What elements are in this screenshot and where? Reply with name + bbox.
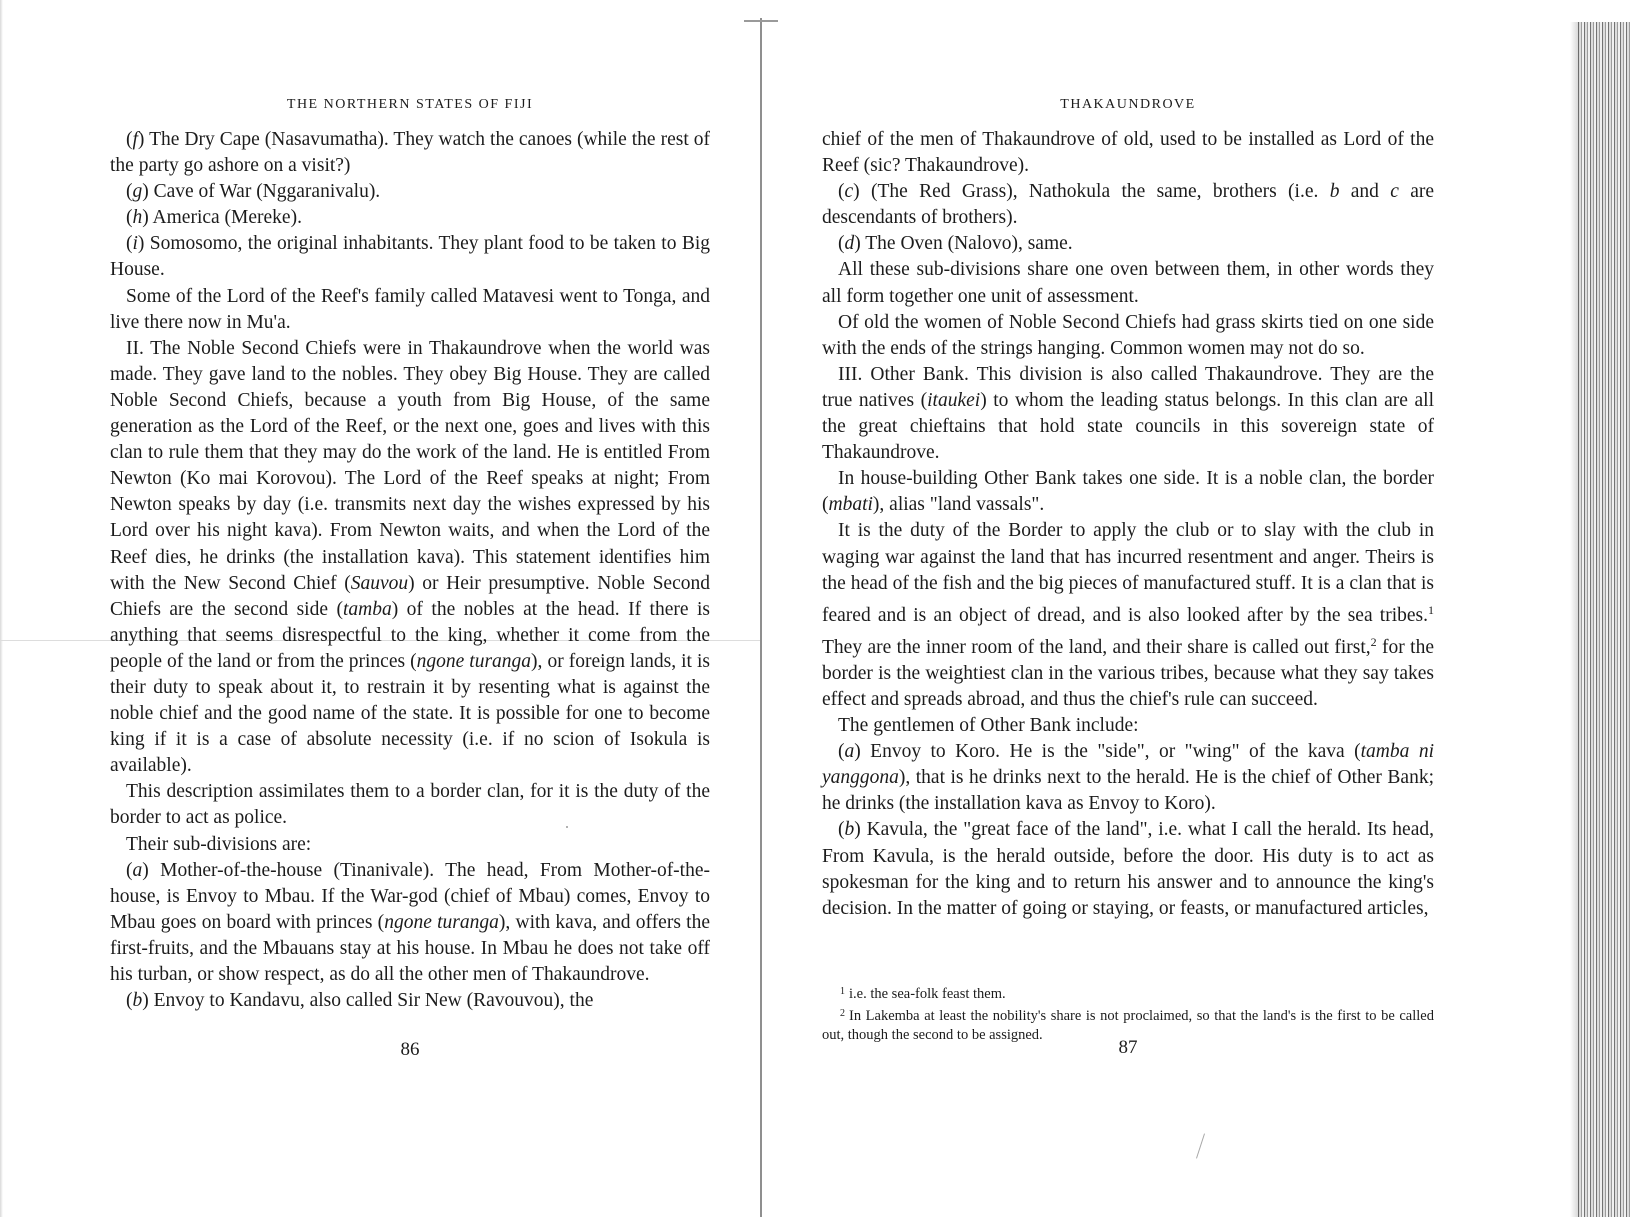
footnotes [822, 982, 1434, 1045]
gutter-mark [744, 20, 778, 22]
footnote [822, 982, 1434, 1004]
paragraph: (b) Kavula, the "great face of the land", i.e. what I call the herald. Its head, From Kavula, is the herald outside, before the door. His duty is to act as spokesman for the king and to return his answer and to announce the king's decision. In the matter of going or staying, or feasts, or manufactured articles, [822, 819, 1434, 919]
right-running-head: THAKAUNDROVE [1060, 97, 1196, 112]
left-page-edge [0, 0, 3, 1217]
paragraph: All these sub-divisions share one oven between them, in other words they all form together one unit of assessment. [822, 259, 1434, 307]
paragraph: (g) Cave of War (Nggaranivalu). [126, 181, 381, 203]
paragraph: This description assimilates them to a border clan, for it is the duty of the border to act as police. [110, 781, 710, 829]
right-body-text [822, 127, 1434, 922]
paragraph: (i) Somosomo, the original inhabitants. They plant food to be taken to Big House. [110, 233, 710, 281]
left-running-head: THE NORTHERN STATES OF FIJI [286, 97, 534, 112]
footnote-mark: 2 [840, 1008, 845, 1019]
paragraph: (a) Envoy to Koro. He is the "side", or "wing" of the kava (tamba ni yanggona), that is he drinks next to the herald. He is the chief of Other Bank; he drinks (the installation kava as Envoy to Koro). [822, 741, 1434, 815]
paragraph: The gentlemen of Other Bank include: [838, 715, 1139, 737]
paragraph: (f) The Dry Cape (Nasavumatha). They watch the canoes (while the rest of the party go ashore on a visit?) [110, 129, 710, 177]
paragraph: In house-building Other Bank takes one side. It is a noble clan, the border (mbati), alias "land vassals". [822, 468, 1434, 516]
left-body-text [110, 127, 710, 1014]
paragraph: III. Other Bank. This division is also called Thakaundrove. They are the true natives (itaukei) to whom the leading status belongs. In this clan are all the great chieftains that hold state councils in this sovereign state of Thakaundrove. [822, 363, 1434, 464]
right-page-number: 87 [1118, 1037, 1138, 1058]
paragraph: (c) (The Red Grass), Nathokula the same, brothers (i.e. b and c are descendants of brothers). [822, 181, 1435, 229]
paragraph: chief of the men of Thakaundrove of old, used to be installed as Lord of the Reef (sic? Thakaundrove). [822, 129, 1434, 177]
footnote-text: In Lakemba at least the nobility's share is not proclaimed, so that the land's is the first to be called out, though the second to be assigned. [822, 1008, 1434, 1043]
paragraph: Some of the Lord of the Reef's family called Matavesi went to Tonga, and live there now in Mu'a. [110, 285, 710, 333]
paragraph: (d) The Oven (Nalovo), same. [838, 233, 1073, 255]
pencil-mark [1196, 1133, 1205, 1158]
footnote-mark: 1 [840, 986, 845, 997]
paragraph: (h) America (Mereke). [126, 207, 302, 229]
paragraph: (b) Envoy to Kandavu, also called Sir New (Ravouvou), the [126, 990, 594, 1012]
paragraph: II. The Noble Second Chiefs were in Thakaundrove when the world was made. They gave land to the nobles. They obey Big House. They are called Noble Second Chiefs, because a youth from Big House, of the same generation as the Lord of the Reef, or the next one, goes and lives with this clan to rule them that they may do the work of the land. He is entitled From Newton (Ko mai Korovou). The Lord of the Reef speaks at night; From Newton speaks by day (i.e. transmits next day the wishes expressed by his Lord over his night kava). From Newton waits, and when the Lord of the Reef dies, he drinks (the installation kava). This statement identifies him with the New Second Chief (Sauvou) or Heir presumptive. Noble Second Chiefs are the second side (tamba) of the nobles at the head. If there is anything that seems disrespectful to the king, whether it come from the people of the land or from the princes (ngone turanga), or foreign lands, it is their duty to speak about it, to restrain it by resenting what is against the noble chief and the good name of the state. It is possible for one to become king if it is a case of absolute necessity (i.e. if no scion of Isokula is available). [110, 337, 710, 777]
paragraph: It is the duty of the Border to apply the club or to slay with the club in waging war against the land that has incurred resentment and anger. Theirs is the head of the fish and the big pieces of manufactured stuff. It is a clan that is feared and is an object of dread, and is also looked after by the sea tribes.$^1$ They are the inner room of the land, and their share is called out first,$^2$ for the border is the weightiest clan in the various tribes, because what they say takes effect and spreads abroad, and thus the chief's rule can succeed. [822, 520, 1434, 710]
paragraph: Their sub-divisions are: [126, 833, 312, 855]
book-gutter [760, 18, 762, 1217]
left-page-number: 86 [400, 1039, 420, 1060]
page-stack-edge [1578, 22, 1630, 1217]
paragraph: (a) Mother-of-the-house (Tinanivale). The head, From Mother-of-the-house, is Envoy to Mbau. If the War-god (chief of Mbau) comes, Envoy to Mbau goes on board with princes (ngone turanga), with kava, and offers the first-fruits, and the Mbauans stay at his house. In Mbau he does not take off his turban, or show respect, as do all the other men of Thakaundrove. [110, 859, 711, 985]
footnote-text: i.e. the sea-folk feast them. [849, 986, 1006, 1002]
paragraph: Of old the women of Noble Second Chiefs had grass skirts tied on one side with the ends of the strings hanging. Common women may not do so. [822, 311, 1434, 359]
